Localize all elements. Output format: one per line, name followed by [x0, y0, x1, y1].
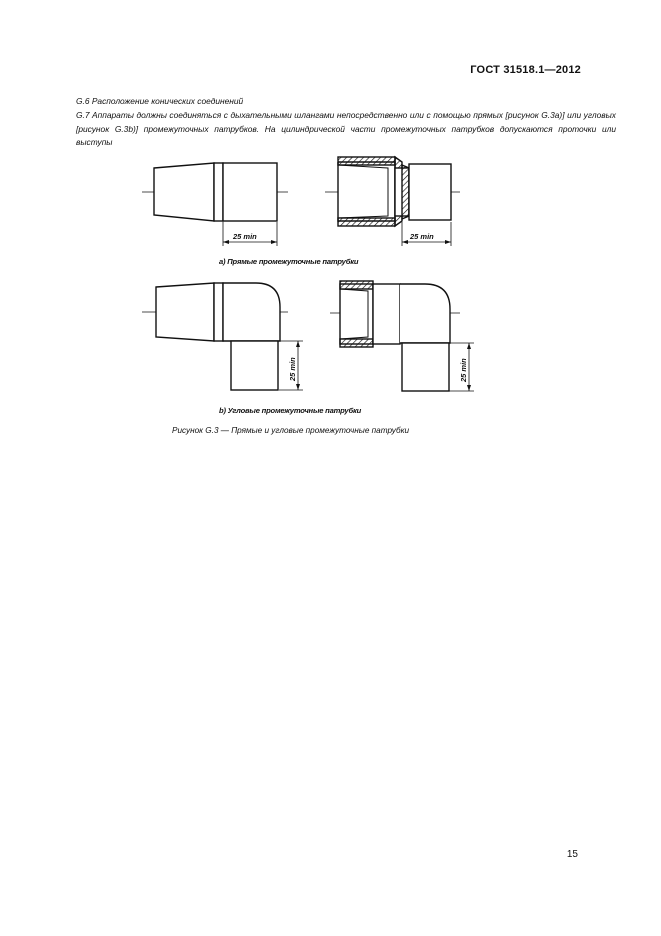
dimension-label-a-right: 25 min: [410, 232, 434, 241]
document-header: ГОСТ 31518.1—2012: [470, 64, 581, 76]
page-number: 15: [566, 849, 578, 860]
dimension-label-b-right: 25 min: [459, 358, 468, 382]
angled-adapter-right: [330, 281, 474, 391]
straight-adapter-right: [325, 157, 460, 246]
section-g7: G.7 Аппараты должны соединяться с дыхательными шлангами непосредственно или с помощью прямых [рисунок G.3a)] или угловых [рисунок G.3b)] промежуточных патрубков. На цилиндрической части промежуточных патрубков допускаются проточки или выступы: [76, 110, 616, 147]
figure-g3-drawing: [0, 150, 661, 420]
caption-b: b) Угловые промежуточные патрубки: [219, 406, 362, 415]
figure-title: Рисунок G.3 — Прямые и угловые промежуточные патрубки: [172, 426, 410, 435]
dimension-label-a-left: 25 min: [233, 232, 257, 241]
straight-adapter-left: [142, 163, 288, 246]
caption-a: a) Прямые промежуточные патрубки: [219, 257, 359, 266]
dimension-label-b-left: 25 min: [288, 357, 297, 381]
section-g6: G.6 Расположение конических соединений: [76, 96, 244, 106]
angled-adapter-left: [142, 283, 303, 390]
